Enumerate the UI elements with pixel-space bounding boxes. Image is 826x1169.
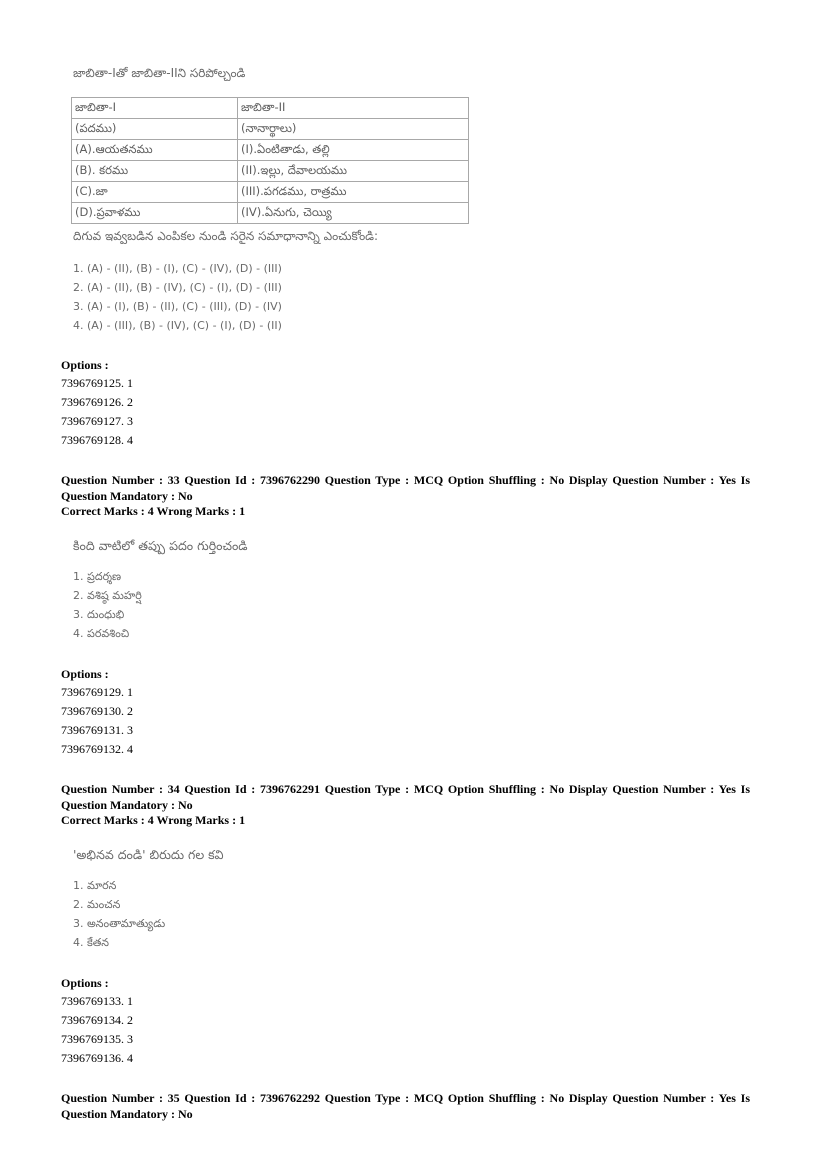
q34-choice-3: 3. అనంతామాత్యుడు — [73, 917, 166, 930]
q33-option-3: 7396769131. 3 — [61, 723, 133, 737]
q33-marks: Correct Marks : 4 Wrong Marks : 1 — [61, 504, 246, 518]
table-row — [72, 119, 469, 140]
q32-choice-3: 3. (A) - (I), (B) - (II), (C) - (III), (D) - (IV) — [73, 300, 282, 313]
q33-option-1: 7396769129. 1 — [61, 685, 133, 699]
q32-instruction: జాబితా-Iతో జాబితా-IIని సరిపోల్చండి — [73, 66, 246, 80]
q32-option-2: 7396769126. 2 — [61, 395, 133, 409]
q34-options-label: Options : — [61, 976, 109, 990]
table-cell: (D).ప్రవాళము — [72, 203, 238, 224]
table-row — [72, 182, 469, 203]
q34-question-image — [73, 847, 373, 957]
table-cell: (A).ఆయతనము — [72, 140, 238, 161]
q32-options-label: Options : — [61, 358, 109, 372]
q33-choice-4: 4. పరవశించి — [73, 627, 130, 640]
q33-choice-3: 3. దుంధుభి — [73, 608, 125, 621]
table-cell: జాబితా-I — [72, 98, 238, 119]
table-row — [72, 203, 469, 224]
q34-option-2: 7396769134. 2 — [61, 1013, 133, 1027]
table-cell: (B). కరము — [72, 161, 238, 182]
table-row — [72, 98, 469, 119]
table-cell: (II).ఇల్లు, దేవాలయము — [238, 161, 469, 182]
q33-meta-line1: Question Number : 33 Question Id : 7396762290 Question Type : MCQ Option Shuffling : No Display Question Number : Yes Is — [61, 473, 750, 487]
q33-option-4: 7396769132. 4 — [61, 742, 133, 756]
q34-option-1: 7396769133. 1 — [61, 994, 133, 1008]
q33-choice-1: 1. ప్రదర్శణ — [73, 570, 122, 583]
q35-meta-line1: Question Number : 35 Question Id : 7396762292 Question Type : MCQ Option Shuffling : No Display Question Number : Yes Is — [61, 1091, 750, 1105]
q34-meta-line1: Question Number : 34 Question Id : 7396762291 Question Type : MCQ Option Shuffling : No Display Question Number : Yes Is — [61, 782, 750, 796]
q34-option-4: 7396769136. 4 — [61, 1051, 133, 1065]
q33-option-2: 7396769130. 2 — [61, 704, 133, 718]
q33-choice-2: 2. వశిష్ఠ మహర్షి — [73, 589, 142, 602]
q32-option-3: 7396769127. 3 — [61, 414, 133, 428]
table-cell: (C).జా — [72, 182, 238, 203]
q34-choice-4: 4. కేతన — [73, 936, 110, 949]
table-cell: (III).పగడము, రాత్రము — [238, 182, 469, 203]
table-row — [72, 140, 469, 161]
q32-choice-4: 4. (A) - (III), (B) - (IV), (C) - (I), (D) - (II) — [73, 319, 282, 332]
q32-choice-1: 1. (A) - (II), (B) - (I), (C) - (IV), (D) - (III) — [73, 262, 282, 275]
q34-choice-1: 1. మారన — [73, 879, 117, 892]
q35-meta — [61, 1090, 750, 1122]
q33-meta — [61, 472, 750, 504]
q35-meta-line2: Question Mandatory : No — [61, 1107, 193, 1121]
q34-meta-line2: Question Mandatory : No — [61, 798, 193, 812]
q34-option-3: 7396769135. 3 — [61, 1032, 133, 1046]
q34-stem: 'అభినవ దండి' బిరుదు గల కవి — [73, 847, 224, 862]
q33-question-image — [73, 538, 373, 648]
table-cell: జాబితా-II — [238, 98, 469, 119]
q33-options-label: Options : — [61, 667, 109, 681]
q33-meta-line2: Question Mandatory : No — [61, 489, 193, 503]
q32-match-table — [71, 97, 469, 224]
q33-stem: కింది వాటిలో తప్పు పదం గుర్తించండి — [73, 538, 248, 553]
q34-choice-2: 2. మంచన — [73, 898, 121, 911]
q32-choice-2: 2. (A) - (II), (B) - (IV), (C) - (I), (D) - (III) — [73, 281, 282, 294]
table-row — [72, 161, 469, 182]
q34-meta — [61, 781, 750, 813]
table-cell: (పదము) — [72, 119, 238, 140]
q34-marks: Correct Marks : 4 Wrong Marks : 1 — [61, 813, 246, 827]
table-cell: (I).ఏంటితాడు, తల్లి — [238, 140, 469, 161]
table-cell: (IV).ఏనుగు, చెయ్యి — [238, 203, 469, 224]
q32-option-1: 7396769125. 1 — [61, 376, 133, 390]
q32-prompt: దిగువ ఇవ్వబడిన ఎంపికల నుండి సరైన సమాధానాన్ని ఎంచుకోండి: — [73, 229, 379, 243]
q32-question-image — [73, 66, 493, 341]
q32-option-4: 7396769128. 4 — [61, 433, 133, 447]
table-cell: (నానార్థాలు) — [238, 119, 469, 140]
